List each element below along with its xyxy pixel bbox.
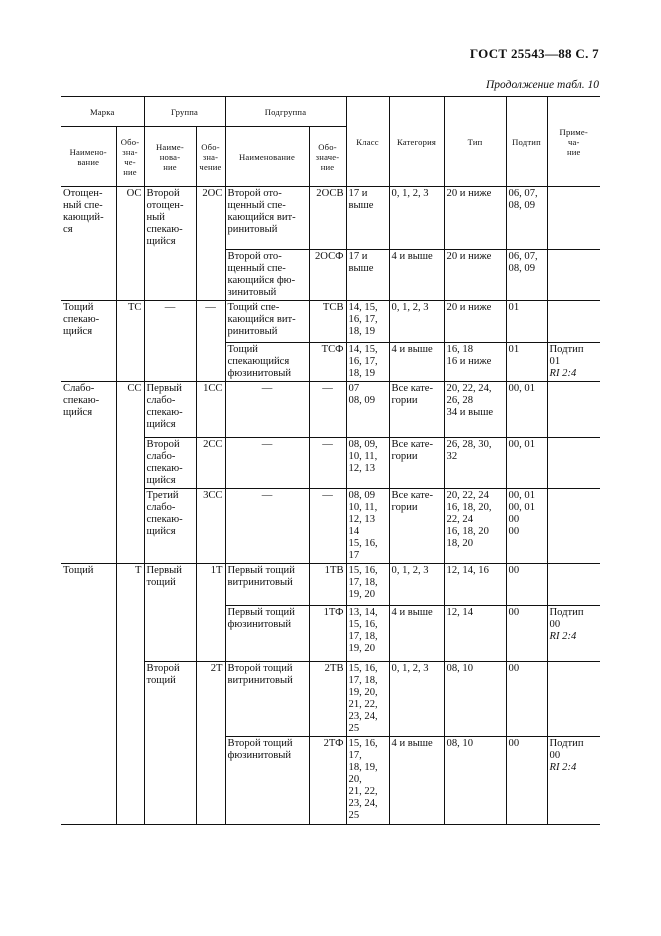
cell-tip xyxy=(444,661,506,736)
cell-text: 0, 1, 2, 3 xyxy=(391,564,429,576)
cell-kat xyxy=(389,342,444,381)
cell-text: — xyxy=(261,382,273,394)
cell-prim xyxy=(547,488,600,563)
change-reference: RI 2:4 xyxy=(549,761,577,773)
table-body xyxy=(61,187,600,825)
cell-p-code xyxy=(309,249,346,300)
cell-klass xyxy=(346,381,389,437)
cell-m-name xyxy=(61,300,116,342)
cell-g-name xyxy=(144,187,196,250)
cell-podtip xyxy=(506,605,547,661)
cell-podtip xyxy=(506,381,547,437)
cell-text: 1СС xyxy=(203,382,223,394)
cell-klass xyxy=(346,187,389,250)
cell-prim xyxy=(547,437,600,488)
cell-p-code xyxy=(309,661,346,736)
cell-klass xyxy=(346,605,389,661)
cell-text: 0, 1, 2, 3 xyxy=(391,662,429,674)
cell-m-name xyxy=(61,249,116,300)
cell-m-name xyxy=(61,563,116,605)
cell-text: 00 xyxy=(508,662,520,674)
cell-g-name xyxy=(144,605,196,661)
cell-text: 2ТФ xyxy=(323,737,344,749)
cell-m-code xyxy=(116,736,144,824)
cell-prim xyxy=(547,563,600,605)
cell-p-name xyxy=(225,342,309,381)
table-row xyxy=(61,437,600,488)
cell-g-name xyxy=(144,300,196,342)
cell-text: 2ОСФ xyxy=(315,250,344,262)
cell-text: 4 и выше xyxy=(391,606,433,618)
page-header: ГОСТ 25543—88 С. 7 xyxy=(469,46,599,61)
col-header-marka: Марка xyxy=(61,97,144,127)
cell-text: — xyxy=(205,301,216,313)
cell-tip xyxy=(444,736,506,824)
cell-m-name xyxy=(61,381,116,437)
cell-g-code xyxy=(196,488,225,563)
cell-text: 0, 1, 2, 3 xyxy=(391,301,429,313)
cell-m-code xyxy=(116,187,144,250)
cell-tip xyxy=(444,437,506,488)
cell-text: Все кате- гории xyxy=(391,382,434,406)
cell-tip xyxy=(444,605,506,661)
cell-p-code xyxy=(309,563,346,605)
cell-p-name xyxy=(225,300,309,342)
cell-m-code xyxy=(116,342,144,381)
cell-text: 00 xyxy=(508,606,520,618)
cell-text: СС xyxy=(127,382,142,394)
cell-g-code xyxy=(196,736,225,824)
cell-tip xyxy=(444,187,506,250)
cell-kat xyxy=(389,381,444,437)
cell-m-code xyxy=(116,300,144,342)
cell-g-code xyxy=(196,300,225,342)
cell-text: 12, 14, 16 xyxy=(446,564,489,576)
cell-text: 12, 14 xyxy=(446,606,473,618)
cell-text: Второй ото- щенный спе- кающийся вит- ринитовый xyxy=(227,188,296,235)
cell-m-code xyxy=(116,249,144,300)
cell-text: 2ОС xyxy=(202,188,223,199)
col-header-gruppa-name: Наиме- нова- ние xyxy=(144,127,196,187)
cell-text: 14, 15, 16, 17, 18, 19 xyxy=(348,301,378,337)
cell-podtip xyxy=(506,563,547,605)
cell-prim xyxy=(547,342,600,381)
cell-text: 00, 01 xyxy=(508,382,535,394)
cell-text: 4 и выше xyxy=(391,250,433,262)
cell-g-name xyxy=(144,488,196,563)
cell-podtip xyxy=(506,437,547,488)
cell-text: 00, 01 00, 01 00 00 xyxy=(508,489,535,537)
cell-p-name xyxy=(225,437,309,488)
table-continuation-caption: Продолжение табл. 10 xyxy=(486,79,599,91)
cell-text: 00, 01 xyxy=(508,438,535,450)
table-row xyxy=(61,300,600,342)
cell-text: 3СС xyxy=(203,489,223,501)
cell-text: 08, 09, 10, 11, 12, 13 xyxy=(348,438,378,474)
table-row xyxy=(61,342,600,381)
cell-text: Первый тощий xyxy=(146,564,182,588)
cell-text: 00 xyxy=(508,737,520,749)
cell-text: 20 и ниже xyxy=(446,188,492,199)
cell-text: Тощий спекающийся фюзинитовый xyxy=(227,343,292,379)
cell-text: ТС xyxy=(127,301,142,313)
cell-tip xyxy=(444,563,506,605)
cell-podtip xyxy=(506,249,547,300)
cell-text: Все кате- гории xyxy=(391,489,434,513)
cell-text: Первый тощий витринитовый xyxy=(227,564,295,588)
cell-prim xyxy=(547,736,600,824)
cell-p-code xyxy=(309,437,346,488)
cell-text: 2Т xyxy=(210,662,223,674)
cell-p-name xyxy=(225,488,309,563)
cell-kat xyxy=(389,437,444,488)
cell-klass xyxy=(346,488,389,563)
cell-text: Слабо- спекаю- щийся xyxy=(63,382,100,418)
cell-kat xyxy=(389,187,444,250)
cell-m-name xyxy=(61,736,116,824)
cell-text: Подтип 00 xyxy=(549,606,584,630)
table-row xyxy=(61,563,600,605)
cell-text: Тощий спекаю- щийся xyxy=(63,301,100,337)
cell-p-code xyxy=(309,605,346,661)
cell-p-name xyxy=(225,605,309,661)
cell-tip xyxy=(444,300,506,342)
cell-klass xyxy=(346,437,389,488)
cell-text: 01 xyxy=(508,301,520,313)
cell-text: 1ТВ xyxy=(324,564,344,576)
cell-g-name xyxy=(144,249,196,300)
cell-m-name xyxy=(61,342,116,381)
cell-text: Т xyxy=(135,564,142,576)
cell-text: ТСФ xyxy=(321,343,344,355)
cell-text: 15, 16, 17, 18, 19, 20, 21, 22, 23, 24, 25 xyxy=(348,737,378,821)
cell-p-name xyxy=(225,381,309,437)
cell-g-code xyxy=(196,381,225,437)
col-header-podgruppa-name: Наименование xyxy=(225,127,309,187)
cell-text: Второй тощий витринитовый xyxy=(227,662,293,686)
cell-text: Первый тощий фюзинитовый xyxy=(227,606,295,630)
cell-text: 15, 16, 17, 18, 19, 20, 21, 22, 23, 24, 25 xyxy=(348,662,378,734)
cell-podtip xyxy=(506,300,547,342)
col-header-gruppa-code: Обо- зна- чение xyxy=(196,127,225,187)
cell-text: 2ТВ xyxy=(324,662,344,674)
cell-text: 15, 16, 17, 18, 19, 20 xyxy=(348,564,378,600)
cell-text: — xyxy=(261,489,273,501)
cell-prim xyxy=(547,661,600,736)
table-row xyxy=(61,605,600,661)
cell-prim xyxy=(547,605,600,661)
cell-text: 01 xyxy=(508,343,520,355)
col-header-klass: Класс xyxy=(346,97,389,187)
cell-text: 2ОСВ xyxy=(316,188,344,199)
cell-m-code xyxy=(116,437,144,488)
cell-text: 20, 22, 24 16, 18, 20, 22, 24 16, 18, 20 18, 20 xyxy=(446,489,492,549)
cell-podtip xyxy=(506,736,547,824)
cell-prim xyxy=(547,249,600,300)
cell-tip xyxy=(444,249,506,300)
cell-podtip xyxy=(506,187,547,250)
cell-g-code xyxy=(196,249,225,300)
cell-klass xyxy=(346,736,389,824)
cell-p-code xyxy=(309,300,346,342)
cell-g-name xyxy=(144,342,196,381)
cell-prim xyxy=(547,381,600,437)
cell-text: Третий слабо- спекаю- щийся xyxy=(146,489,183,537)
cell-kat xyxy=(389,300,444,342)
table-row xyxy=(61,187,600,250)
cell-text: 1ТФ xyxy=(323,606,344,618)
cell-text: Первый слабо- спекаю- щийся xyxy=(146,382,183,430)
cell-m-name xyxy=(61,187,116,250)
cell-text: — xyxy=(322,438,333,450)
cell-g-name xyxy=(144,661,196,736)
cell-podtip xyxy=(506,342,547,381)
cell-kat xyxy=(389,605,444,661)
cell-podtip xyxy=(506,488,547,563)
cell-text: 2СС xyxy=(203,438,223,450)
cell-p-name xyxy=(225,736,309,824)
cell-tip xyxy=(444,488,506,563)
cell-text: 14, 15, 16, 17, 18, 19 xyxy=(348,343,378,379)
cell-text: Второй тощий xyxy=(146,662,180,686)
cell-text: 08, 09 10, 11, 12, 13 14 15, 16, 17 xyxy=(348,489,378,561)
cell-text: 4 и выше xyxy=(391,343,433,355)
col-header-marka-code: Обо- зна- че- ние xyxy=(116,127,144,187)
cell-prim xyxy=(547,187,600,250)
cell-text: ОС xyxy=(126,188,142,199)
cell-text: 26, 28, 30, 32 xyxy=(446,438,492,462)
cell-kat xyxy=(389,563,444,605)
cell-p-code xyxy=(309,381,346,437)
cell-p-code xyxy=(309,488,346,563)
cell-g-code xyxy=(196,187,225,250)
cell-text: 17 и выше xyxy=(348,188,374,211)
cell-m-name xyxy=(61,605,116,661)
col-header-podgruppa-code: Обо- значе- ние xyxy=(309,127,346,187)
coal-classification-table xyxy=(61,96,600,825)
cell-text: Все кате- гории xyxy=(391,438,434,462)
col-header-gruppa: Группа xyxy=(144,97,225,127)
cell-kat xyxy=(389,661,444,736)
cell-klass xyxy=(346,249,389,300)
cell-g-name xyxy=(144,381,196,437)
cell-klass xyxy=(346,300,389,342)
cell-g-name xyxy=(144,437,196,488)
cell-text: ТСВ xyxy=(322,301,344,313)
cell-p-name xyxy=(225,563,309,605)
cell-text: 06, 07, 08, 09 xyxy=(508,188,538,211)
cell-m-code xyxy=(116,563,144,605)
col-header-kategoriya: Категория xyxy=(389,97,444,187)
cell-klass xyxy=(346,342,389,381)
change-reference: RI 2:4 xyxy=(549,367,577,379)
cell-text: 16, 18 16 и ниже xyxy=(446,343,492,367)
cell-text: Второй тощий фюзинитовый xyxy=(227,737,293,761)
cell-m-name xyxy=(61,661,116,736)
cell-m-code xyxy=(116,381,144,437)
cell-kat xyxy=(389,249,444,300)
col-header-tip: Тип xyxy=(444,97,506,187)
cell-kat xyxy=(389,488,444,563)
cell-text: 20 и ниже xyxy=(446,301,492,313)
col-header-podgruppa: Подгруппа xyxy=(225,97,346,127)
cell-text: Второй отощен- ный спекаю- щийся xyxy=(146,188,184,247)
cell-text: — xyxy=(164,301,176,313)
cell-text: 0, 1, 2, 3 xyxy=(391,188,429,199)
cell-text: Подтип 01 xyxy=(549,343,584,367)
cell-g-name xyxy=(144,736,196,824)
cell-text: 06, 07, 08, 09 xyxy=(508,250,538,274)
cell-p-code xyxy=(309,342,346,381)
cell-text: Второй слабо- спекаю- щийся xyxy=(146,438,183,486)
cell-p-code xyxy=(309,187,346,250)
cell-text: 1Т xyxy=(210,564,223,576)
cell-text: Второй ото- щенный спе- кающийся фю- зинитовый xyxy=(227,250,296,298)
table-row xyxy=(61,488,600,563)
cell-p-name xyxy=(225,187,309,250)
cell-m-name xyxy=(61,437,116,488)
cell-g-code xyxy=(196,437,225,488)
cell-text: 07 08, 09 xyxy=(348,382,375,406)
cell-text: 20, 22, 24, 26, 28 34 и выше xyxy=(446,382,494,418)
col-header-podtip: Подтип xyxy=(506,97,547,187)
table-row xyxy=(61,661,600,736)
cell-prim xyxy=(547,300,600,342)
cell-text: Подтип 00 xyxy=(549,737,584,761)
cell-g-code xyxy=(196,563,225,605)
cell-text: 17 и выше xyxy=(348,250,374,274)
cell-text: 00 xyxy=(508,564,520,576)
col-header-marka-name: Наимено- вание xyxy=(61,127,116,187)
cell-p-name xyxy=(225,249,309,300)
cell-p-name xyxy=(225,661,309,736)
cell-g-code xyxy=(196,605,225,661)
cell-text: 4 и выше xyxy=(391,737,433,749)
cell-text: 08, 10 xyxy=(446,737,473,749)
cell-tip xyxy=(444,381,506,437)
cell-p-code xyxy=(309,736,346,824)
cell-text: 08, 10 xyxy=(446,662,473,674)
cell-text: — xyxy=(261,438,273,450)
cell-klass xyxy=(346,563,389,605)
cell-text: — xyxy=(322,489,333,501)
cell-podtip xyxy=(506,661,547,736)
cell-m-code xyxy=(116,488,144,563)
cell-text: Тощий xyxy=(63,564,94,576)
col-header-primechanie: Приме- ча- ние xyxy=(547,97,600,187)
cell-text: — xyxy=(322,382,333,394)
cell-tip xyxy=(444,342,506,381)
table-row xyxy=(61,736,600,824)
cell-g-name xyxy=(144,563,196,605)
table-row xyxy=(61,381,600,437)
cell-g-code xyxy=(196,342,225,381)
table-row xyxy=(61,249,600,300)
cell-kat xyxy=(389,736,444,824)
cell-g-code xyxy=(196,661,225,736)
cell-m-name xyxy=(61,488,116,563)
cell-text: Отощен- ный спе- кающий- ся xyxy=(63,188,104,235)
cell-text: Тощий спе- кающийся вит- ринитовый xyxy=(227,301,296,337)
cell-m-code xyxy=(116,661,144,736)
cell-klass xyxy=(346,661,389,736)
cell-text: 20 и ниже xyxy=(446,250,492,262)
change-reference: RI 2:4 xyxy=(549,630,577,642)
cell-m-code xyxy=(116,605,144,661)
cell-text: 13, 14, 15, 16, 17, 18, 19, 20 xyxy=(348,606,378,654)
